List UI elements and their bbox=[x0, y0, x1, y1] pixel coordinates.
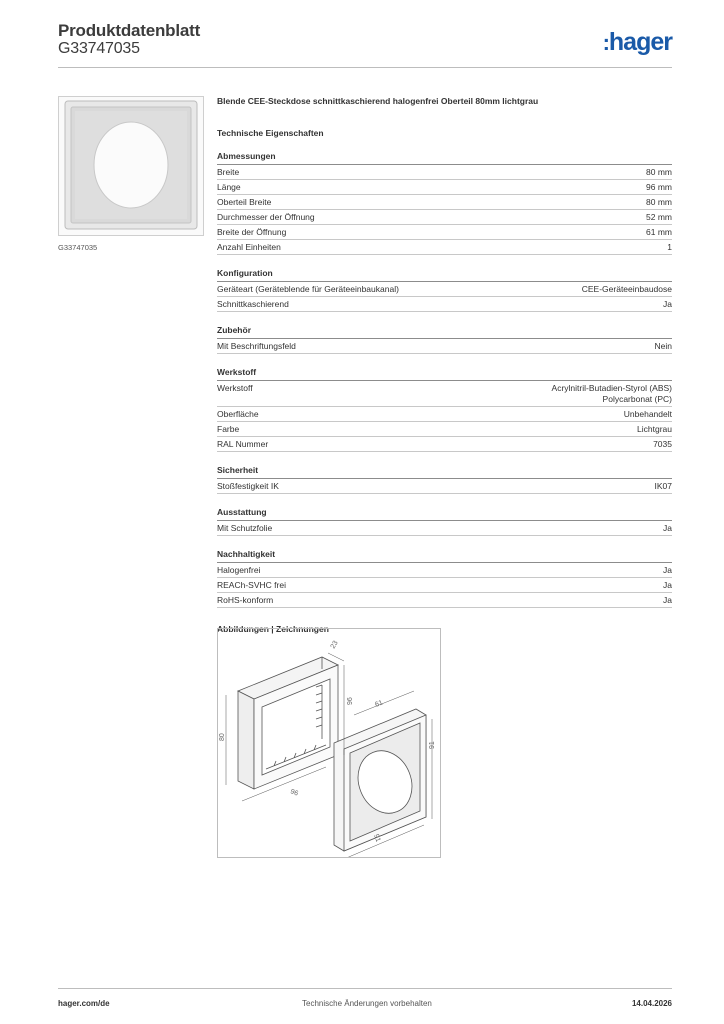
spec-label: Stoßfestigkeit IK bbox=[217, 481, 279, 491]
product-title: Blende CEE-Steckdose schnittkaschierend halogenfrei Oberteil 80mm lichtgrau bbox=[217, 96, 539, 106]
spec-label: Farbe bbox=[217, 424, 240, 434]
spec-label: Halogenfrei bbox=[217, 565, 261, 575]
spec-label: Mit Beschriftungsfeld bbox=[217, 341, 296, 351]
dim-height-back: 96 bbox=[347, 697, 354, 705]
spec-label: Geräteart (Geräteblende für Geräteeinbaukanal) bbox=[217, 284, 399, 294]
spec-group-title: Werkstoff bbox=[217, 367, 672, 381]
spec-row bbox=[217, 437, 672, 452]
spec-group-title: Sicherheit bbox=[217, 465, 672, 479]
spec-value: 1 bbox=[667, 242, 672, 252]
spec-row bbox=[217, 479, 672, 494]
spec-row bbox=[217, 381, 672, 407]
spec-content bbox=[217, 96, 672, 634]
spec-row bbox=[217, 165, 672, 180]
spec-value: Ja bbox=[663, 595, 672, 605]
spec-group bbox=[217, 367, 672, 452]
spec-group bbox=[217, 465, 672, 494]
spec-row bbox=[217, 180, 672, 195]
spec-label: Werkstoff bbox=[217, 383, 253, 393]
spec-label: Breite der Öffnung bbox=[217, 227, 287, 237]
spec-group-title: Konfiguration bbox=[217, 268, 672, 282]
spec-row bbox=[217, 240, 672, 255]
spec-group-title: Ausstattung bbox=[217, 507, 672, 521]
spec-label: Breite bbox=[217, 167, 240, 177]
spec-row bbox=[217, 578, 672, 593]
dim-plate-height: 91 bbox=[429, 741, 436, 749]
spec-value: 52 mm bbox=[646, 212, 672, 222]
hager-logo: :hager bbox=[602, 28, 672, 56]
spec-row bbox=[217, 407, 672, 422]
product-photo bbox=[58, 96, 204, 236]
header-divider bbox=[58, 67, 672, 68]
spec-group bbox=[217, 507, 672, 536]
spec-group bbox=[217, 268, 672, 312]
spec-value: 80 mm bbox=[646, 197, 672, 207]
dim-height-left: 80 bbox=[219, 733, 226, 741]
spec-group bbox=[217, 151, 672, 255]
technical-drawing bbox=[217, 628, 441, 858]
spec-label: Durchmesser der Öffnung bbox=[217, 212, 315, 222]
spec-row bbox=[217, 225, 672, 240]
footer-website[interactable]: hager.com/de bbox=[58, 999, 110, 1008]
spec-value: Unbehandelt bbox=[623, 409, 672, 419]
spec-label: Anzahl Einheiten bbox=[217, 242, 281, 252]
spec-value: Ja bbox=[663, 299, 672, 309]
spec-label: Länge bbox=[217, 182, 241, 192]
spec-value: CEE-Geräteeinbaudose bbox=[581, 284, 672, 294]
spec-row bbox=[217, 593, 672, 608]
spec-group bbox=[217, 549, 672, 608]
spec-value: Lichtgrau bbox=[637, 424, 672, 434]
dim-depth: 23 bbox=[329, 639, 340, 650]
spec-row bbox=[217, 563, 672, 578]
spec-value: IK07 bbox=[654, 481, 672, 491]
spec-label: RAL Nummer bbox=[217, 439, 269, 449]
spec-value: 61 mm bbox=[646, 227, 672, 237]
spec-group bbox=[217, 325, 672, 354]
spec-group-title: Zubehör bbox=[217, 325, 672, 339]
spec-groups bbox=[217, 151, 672, 608]
article-number: G33747035 bbox=[58, 40, 140, 57]
spec-label: RoHS-konform bbox=[217, 595, 274, 605]
photo-caption: G33747035 bbox=[58, 243, 98, 252]
dim-plate-width: 91 bbox=[372, 833, 382, 844]
figures-heading: Abbildungen | Zeichnungen bbox=[217, 624, 329, 634]
spec-value: Nein bbox=[654, 341, 672, 351]
dim-width-bottom: 96 bbox=[289, 788, 300, 798]
footer-divider bbox=[58, 988, 672, 989]
spec-value: Acrylnitril-Butadien-Styrol (ABS) Polycarbonat (PC) bbox=[551, 383, 672, 404]
spec-value: 7035 bbox=[653, 439, 672, 449]
spec-row bbox=[217, 339, 672, 354]
spec-group-title: Abmessungen bbox=[217, 151, 672, 165]
spec-label: Oberfläche bbox=[217, 409, 259, 419]
spec-row bbox=[217, 521, 672, 536]
tech-heading: Technische Eigenschaften bbox=[217, 128, 324, 138]
spec-row bbox=[217, 297, 672, 312]
spec-value: 96 mm bbox=[646, 182, 672, 192]
spec-label: Mit Schutzfolie bbox=[217, 523, 273, 533]
spec-group-title: Nachhaltigkeit bbox=[217, 549, 672, 563]
spec-label: REACh-SVHC frei bbox=[217, 580, 286, 590]
spec-row bbox=[217, 195, 672, 210]
spec-label: Schnittkaschierend bbox=[217, 299, 289, 309]
dim-opening: 61 bbox=[374, 699, 384, 709]
footer-notice: Technische Änderungen vorbehalten bbox=[302, 999, 432, 1008]
spec-label: Oberteil Breite bbox=[217, 197, 272, 207]
spec-row bbox=[217, 282, 672, 297]
spec-value: Ja bbox=[663, 523, 672, 533]
spec-value: 80 mm bbox=[646, 167, 672, 177]
spec-value: Ja bbox=[663, 580, 672, 590]
spec-value: Ja bbox=[663, 565, 672, 575]
spec-row bbox=[217, 422, 672, 437]
spec-row bbox=[217, 210, 672, 225]
footer-date: 14.04.2026 bbox=[631, 999, 672, 1008]
page-title: Produktdatenblatt bbox=[58, 21, 201, 40]
